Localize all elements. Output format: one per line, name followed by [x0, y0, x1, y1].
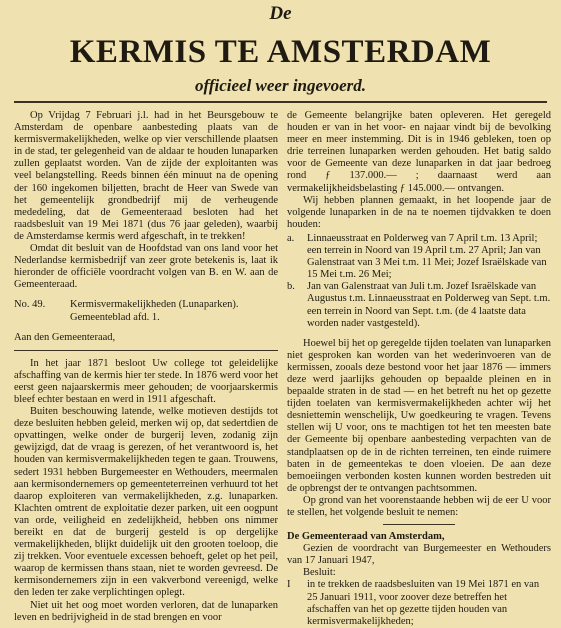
- left-paragraph-5: Niet uit het oog moet worden verloren, dat de lunaparken leven en bedrijvigheid in de stad brengen en voor: [14, 599, 278, 623]
- title-rule: [14, 101, 547, 103]
- list-item-a: [287, 233, 551, 281]
- left-paragraph-4: Buiten beschouwing latende, welke motieven destijds tot deze besluiten hebben geleid, merken wij op, dat sedertdien de opvattingen, welke onder de burgerij leven, zodanig zijn gewijzigd, dat de vraag is gerezen, of het verantwoord is, het houden van kermisvermakelijkheden tegen te gaan. Trouwens, sedert 1931 hebben Burgemeester en Wethouders, meermalen aan kermisondernemers op gemeenteterreinen verhuurd tot het daarop exploiteren van vermakelijkheden, z.g. lunaparken. Klachten omtrent de exploitatie dezer parken, uit een oogpunt van orde, veiligheid en zedelijkheid, hebben ons nimmer bereikt en dat de burgerij gesteld is op dergelijke vermakelijkheden, blijkt duidelijk uit den grooten toeloop, die zij trekken. Voor eventuele excessen behoeft, gelet op het peil, waarop de kermissen thans staan, niet te worden gevreesd. De kermisondernemers zijn in een vakverbond vereenigd, welke den leden ter zake verplichtingen oplegt.: [14, 406, 278, 599]
- resolution-item-label: I: [287, 579, 291, 591]
- reference-desc: Kermisvermakelijkheden (Lunaparken).: [70, 299, 239, 311]
- resolution-separator: [383, 524, 455, 525]
- page-subtitle: officieel weer ingevoerd.: [194, 76, 367, 95]
- left-paragraph-3: In het jaar 1871 besloot Uw college tot geleidelijke afschaffing van de kermis hier ter stede. In 1876 werd voor het eerst geen najaarskermis meer gehouden; de voorjaarskermis bleef echter bestaan en werd in 1911 afgeschaft.: [14, 357, 278, 405]
- spacer: [14, 324, 278, 332]
- list-item-b: [287, 281, 551, 329]
- right-paragraph-3: Hoewel bij het op geregelde tijden toelaten van lunaparken niet gesproken kan worden van het wederinvoeren van de kermissen, zooals deze bestond voor het jaar 1876 — immers deze werd jaarlijks gehouden op bepaalde pleinen en in bepaalde straten in de stad — en het betreft nu het op gezette tijden toelaten van kermisvermakelijkheden achter wij het desniettemin wenschelijk, Uw goedkeuring te vragen. Tevens stellen wij U voor, ons te machtigen tot het ten meesten bate der Gemeente bij openbare aanbesteding verpachten van de standplaatsen op de in de richten terreinen, ten einde ruimere baten in de gemeentekas te doen vloeien. De aan deze bemoeiingen verbonden kosten kunnen worden bestreden uit de opbrengst der te ontvangen pachtsommen.: [287, 337, 551, 494]
- salutation: Aan den Gemeenteraad,: [14, 331, 116, 343]
- right-column: [287, 110, 551, 628]
- resolution-item-text: in te trekken de raadsbesluiten van 19 Mei 1871 en van 25 Januari 1911, voor zoover deze betreffen het afschaffen van het op gezette tijden houden van kermisvermakelijkheden;: [307, 579, 540, 627]
- reference-line: [14, 299, 278, 311]
- salutation-rule: [14, 350, 278, 351]
- period-list: [287, 233, 551, 330]
- spacer: [287, 330, 551, 338]
- page-title: KERMIS TE AMSTERDAM: [69, 34, 492, 70]
- reference-desc-2: Gemeenteblad afd. 1.: [70, 311, 160, 323]
- right-paragraph-4: Op grond van het voorenstaande hebben wij de eer U voor te stellen, het volgende besluit te nemen:: [287, 494, 551, 518]
- besluit-label: Besluit:: [303, 567, 336, 579]
- list-label-a: a.: [287, 232, 295, 244]
- reference-line-2: [14, 312, 278, 324]
- left-paragraph-1: Op Vrijdag 7 Februari j.l. had in het Beursgebouw te Amsterdam de openbare aanbesteding plaats van de kermisvermakelijkheden, welke op vier verschillende plaatsen in de stad, ter gelegenheid van de aldaar te houden lunaparken zullen geplaatst worden. Van de zijde der exploitanten was veel belangstelling. Reeds binnen één minuut na de opening der 160 ingekomen biljetten, bracht de Heer van Swede van het gemeentelijk grondbedrijf mij de verheugende mededeling, dat de Gemeenteraad besloten had het raadsbesluit van 19 Mei 1871 (dus 76 jaar geleden), waarbij de Amsterdamse kermis werd afgeschaft, in te trekken!: [14, 110, 278, 242]
- list-label-b: b.: [287, 281, 295, 293]
- right-paragraph-1: de Gemeente belangrijke baten opleveren. Het geregeld houden er van in het voor- en najaar vindt bij de bevolking meer en meer instemming. Dit is in 1946 gebleken, toen op drie terreinen lunaparken werden gehouden. Het batig saldo voor de Gemeente van deze lunaparken in dat jaar bedroeg rond ƒ 137.000.— ; daarnaast werd aan vermakelijkheidsbelasting ƒ 145.000.— ontvangen.: [287, 110, 551, 194]
- left-column: [14, 110, 278, 624]
- reference-spacer: [14, 312, 64, 324]
- right-paragraph-2: Wij hebben plannen gemaakt, in het loopende jaar de volgende lunaparken in de na te noemen tijdvakken te doen houden:: [287, 194, 551, 230]
- kicker: De: [269, 3, 292, 24]
- list-text-a: Linnaeusstraat en Polderweg van 7 April t.m. 13 April; een terrein in Noord van 19 April t.m. 27 April; Jan van Galenstraat van 3 Mei t.m. 11 Mei; Jozef Israëlskade van 15 Mei t.m. 26 Mei;: [307, 232, 547, 281]
- list-text-b: Jan van Galenstraat van Juli t.m. Jozef Israëlskade van Augustus t.m. Linnaeusstraat en Polderweg van Sept. t.m. een terrein in Noord van Sept. t.m. (de 4 laatste data worden nader vastgesteld).: [307, 281, 551, 329]
- spacer: [14, 291, 278, 299]
- left-paragraph-2: Omdat dit besluit van de Hoofdstad van ons land voor het Nederlandse kermisbedrijf van zeer grote betekenis is, laat ik hieronder de officiële voordracht volgen van B. en W. aan de Gemeenteraad.: [14, 243, 278, 291]
- resolution-title: De Gemeenteraad van Amsterdam,: [287, 531, 445, 543]
- reference-number: No. 49.: [14, 299, 46, 311]
- resolution-paragraph: Gezien de voordracht van Burgemeester en Wethouders van 17 Januari 1947,: [287, 543, 551, 567]
